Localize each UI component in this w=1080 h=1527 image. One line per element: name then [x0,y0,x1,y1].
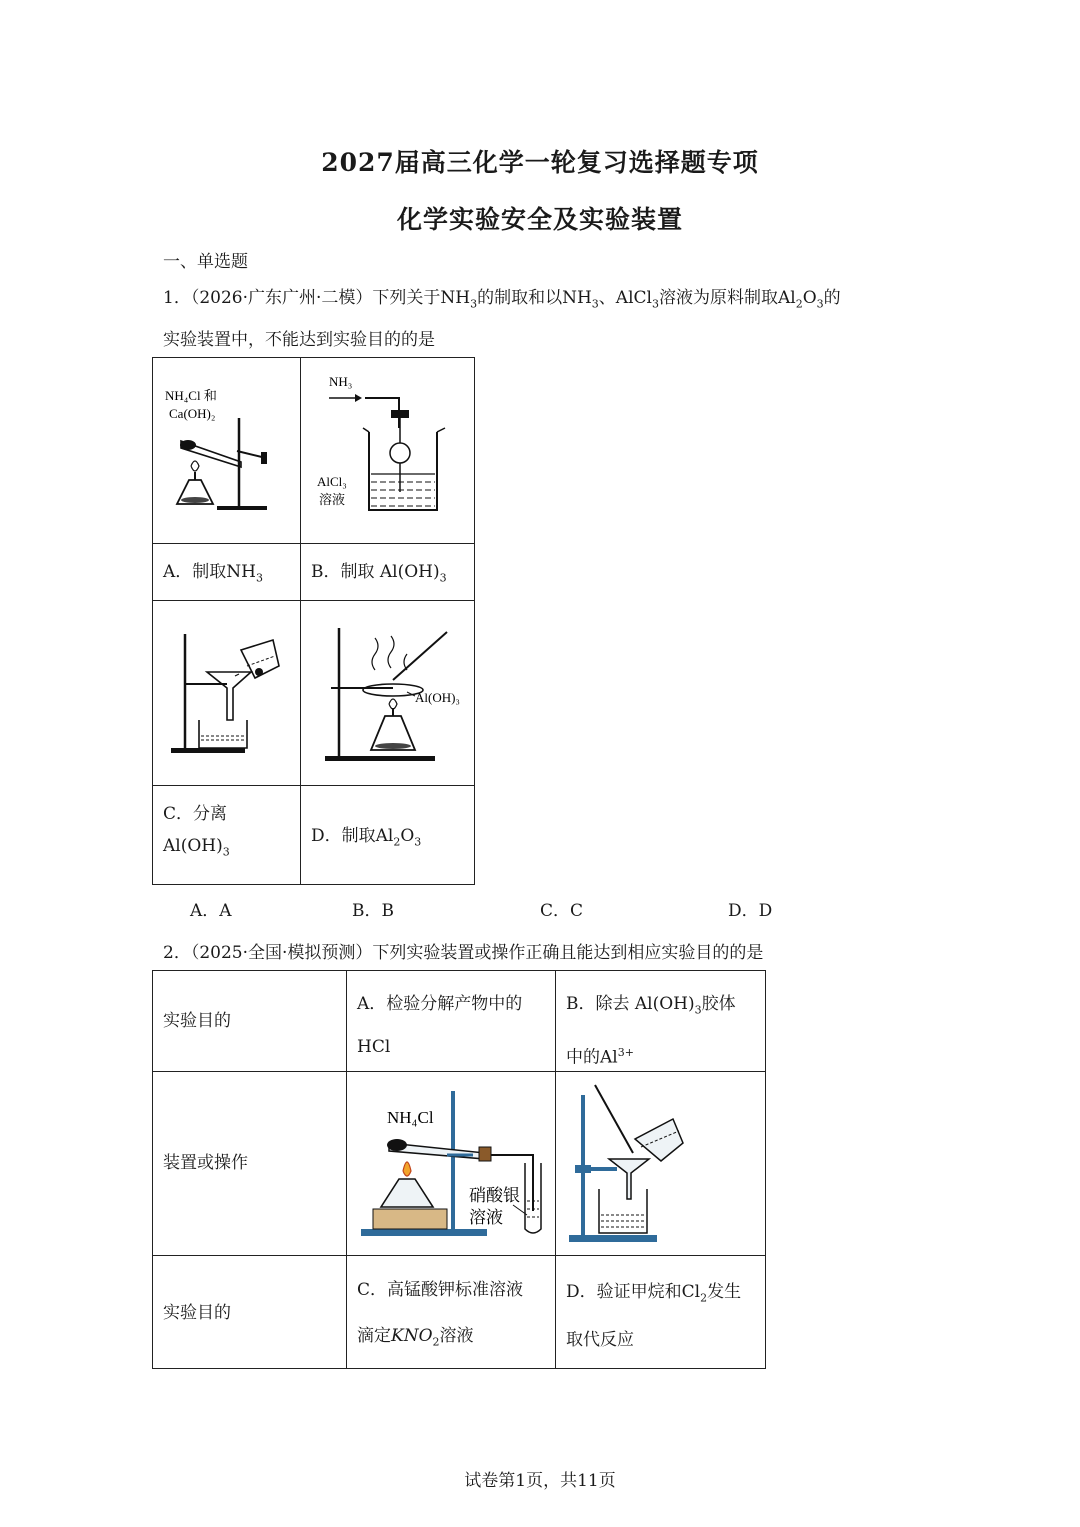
q1-figb-sol2: 溶液 [319,492,346,507]
q1-figb-gas: NH₃ [329,374,353,389]
q2-figa-sol1: 硝酸银 [469,1186,520,1205]
q1-table [152,357,475,885]
q2-option-a-text: A．检验分解产物中的 HCl [357,994,523,1057]
section-heading: 一、单选题 [163,252,248,272]
q2-row2-label: 装置或操作 [163,1153,248,1173]
q1-caption-d: D．制取$Al_2O_3$ [311,826,422,849]
q2-figure-a [355,1083,551,1248]
q1-stem-line1: 1．（2026·广东广州·二模）下列关于$NH_3$的制取和以$NH_3$、AlCl$_3$溶液为原料制取$Al_2O_3$的 [163,288,841,311]
q1-stem-line2: 实验装置中，不能达到实验目的的是 [163,330,435,350]
page-subtitle: 化学实验安全及实验装置 [396,205,683,234]
q2-figure-b [565,1081,761,1251]
q1-figa-label1: NH₄Cl 和 [165,388,217,403]
q1-figure-b [307,368,467,533]
q1-option-a[interactable]: A．A [190,901,232,921]
page-footer: 试卷第1页，共11页 [464,1471,616,1491]
q2-figa-reagent: NH₄Cl [387,1108,434,1127]
q1-caption-b: B．制取 $Al(OH)_3$ [311,562,447,585]
q2-option-d-text: D．验证甲烷和$Cl_2$发生 取代反应 [566,1282,742,1351]
q1-option-c[interactable]: C．C [540,901,584,921]
q1-figa-label2: Ca(OH)₂ [169,406,216,421]
q1-figure-c [165,622,293,762]
q1-figd-label: Al(OH)₃ [415,690,460,705]
q1-option-d[interactable]: D．D [728,901,773,921]
q1-option-b[interactable]: B．B [352,901,394,921]
q1-figb-sol1: AlCl₃ [317,474,347,489]
q2-option-c-text: C．高锰酸钾标准溶液 滴定$KNO_2$溶液 [357,1280,524,1349]
q2-option-b-text: B．除去 $Al(OH)_3$胶体 中的$Al^{3+}$ [566,994,736,1069]
q1-figure-a [161,386,293,516]
q2-row1-label: 实验目的 [163,1011,231,1031]
q1-caption-c: C．分离 $Al(OH)_3$ [163,804,230,859]
q2-figa-sol2: 溶液 [469,1208,503,1227]
q2-stem: 2．（2025·全国·模拟预测）下列实验装置或操作正确且能达到相应实验目的的是 [163,943,764,963]
page-title: 2027届高三化学一轮复习选择题专项 [321,148,759,177]
q2-row3-label: 实验目的 [163,1303,231,1323]
q2-table [152,970,766,1369]
q1-caption-a: A．制取$NH_3$ [163,562,263,585]
q1-figure-d [311,620,471,770]
